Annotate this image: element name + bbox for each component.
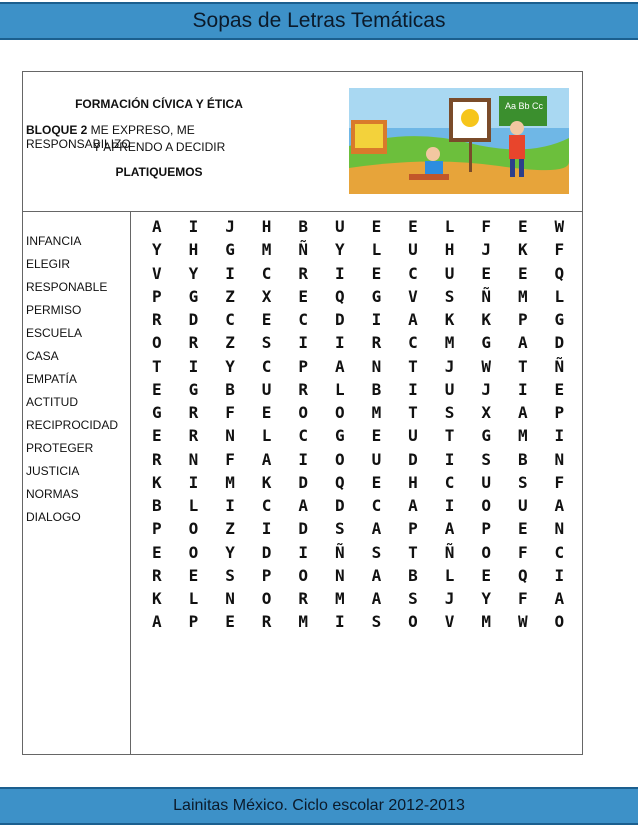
grid-row: [143, 308, 582, 331]
grid-letter[interactable]: N: [188, 449, 199, 469]
grid-letter[interactable]: I: [298, 542, 309, 562]
grid-letter[interactable]: Y: [152, 240, 162, 260]
grid-letter[interactable]: B: [152, 496, 162, 515]
illustration-badge: Aa Bb Cc: [505, 101, 544, 111]
grid-letter[interactable]: U: [444, 379, 455, 399]
grid-letter[interactable]: G: [225, 240, 235, 260]
grid-letter[interactable]: U: [444, 263, 455, 283]
grid-letter[interactable]: O: [554, 612, 565, 632]
grid-letter[interactable]: U: [334, 217, 345, 236]
grid-letter[interactable]: F: [481, 217, 491, 236]
grid-letter[interactable]: E: [188, 565, 199, 585]
grid-letter[interactable]: L: [188, 496, 199, 515]
grid-letter[interactable]: I: [298, 333, 309, 353]
grid-letter[interactable]: O: [298, 403, 309, 422]
grid-letter[interactable]: C: [444, 472, 455, 492]
grid-letter[interactable]: G: [188, 379, 199, 399]
grid-letter[interactable]: E: [517, 217, 528, 236]
grid-row: [143, 378, 582, 401]
grid-letter[interactable]: T: [444, 426, 455, 446]
grid-row: [143, 401, 582, 424]
grid-letter[interactable]: V: [152, 263, 162, 283]
grid-letter[interactable]: C: [554, 542, 565, 562]
grid-letter[interactable]: G: [188, 286, 199, 306]
grid-letter[interactable]: S: [481, 449, 491, 469]
grid-letter[interactable]: M: [481, 612, 491, 632]
grid-row: [143, 471, 582, 494]
grid-row: [143, 564, 582, 587]
grid-letter[interactable]: P: [188, 612, 199, 632]
word-item: NORMAS: [26, 487, 79, 501]
grid-letter[interactable]: K: [517, 240, 528, 260]
grid-letter[interactable]: C: [371, 496, 382, 515]
grid-letter[interactable]: Q: [517, 565, 528, 585]
grid-letter[interactable]: M: [298, 612, 309, 632]
grid-letter[interactable]: V: [408, 286, 418, 306]
grid-letter[interactable]: P: [261, 565, 272, 585]
grid-letter[interactable]: M: [334, 589, 345, 608]
worksheet-frame: [22, 71, 583, 755]
grid-row: [143, 494, 582, 517]
grid-letter[interactable]: H: [261, 217, 272, 236]
grid-letter[interactable]: O: [261, 589, 272, 608]
grid-letter[interactable]: M: [444, 333, 455, 353]
grid-letter[interactable]: T: [152, 356, 162, 376]
grid-letter[interactable]: K: [481, 310, 491, 329]
grid-letter[interactable]: C: [298, 426, 309, 446]
grid-letter[interactable]: U: [261, 379, 272, 399]
grid-letter[interactable]: D: [188, 310, 199, 329]
word-item: ELEGIR: [26, 257, 71, 271]
grid-letter[interactable]: Ñ: [298, 240, 309, 260]
grid-letter[interactable]: I: [188, 356, 199, 376]
section-subtitle: PLATIQUEMOS: [115, 165, 203, 179]
grid-letter[interactable]: I: [334, 263, 345, 283]
grid-letter[interactable]: E: [481, 263, 491, 283]
grid-letter[interactable]: G: [481, 333, 491, 353]
grid-letter[interactable]: Z: [225, 333, 235, 353]
grid-letter[interactable]: R: [261, 612, 272, 632]
grid-letter[interactable]: A: [408, 496, 418, 515]
grid-letter[interactable]: O: [188, 519, 199, 539]
grid-letter[interactable]: D: [298, 472, 309, 492]
grid-letter[interactable]: H: [188, 240, 199, 260]
letter-grid: [143, 215, 582, 634]
grid-letter[interactable]: Y: [334, 240, 345, 260]
grid-letter[interactable]: I: [261, 519, 272, 539]
word-item: ESCUELA: [26, 326, 83, 340]
grid-letter[interactable]: E: [554, 379, 565, 399]
grid-letter[interactable]: U: [408, 240, 418, 260]
grid-letter[interactable]: M: [517, 286, 528, 306]
grid-letter[interactable]: D: [261, 542, 272, 562]
grid-letter[interactable]: I: [444, 496, 455, 515]
grid-letter[interactable]: E: [152, 379, 162, 399]
grid-letter[interactable]: B: [298, 217, 309, 236]
grid-letter[interactable]: V: [444, 612, 455, 632]
grid-letter[interactable]: I: [408, 379, 418, 399]
grid-letter[interactable]: P: [152, 519, 162, 539]
grid-letter[interactable]: B: [225, 379, 235, 399]
grid-letter[interactable]: A: [444, 519, 455, 539]
grid-row: [143, 424, 582, 447]
grid-letter[interactable]: U: [371, 449, 382, 469]
grid-letter[interactable]: L: [554, 286, 565, 306]
grid-letter[interactable]: L: [334, 379, 345, 399]
grid-letter[interactable]: N: [371, 356, 382, 376]
grid-letter[interactable]: C: [225, 310, 235, 329]
grid-letter[interactable]: A: [371, 589, 382, 608]
grid-letter[interactable]: Y: [188, 263, 199, 283]
grid-letter[interactable]: R: [371, 333, 382, 353]
grid-letter[interactable]: E: [152, 426, 162, 446]
grid-letter[interactable]: M: [225, 472, 235, 492]
word-item: ACTITUD: [26, 395, 78, 409]
classroom-illustration: [349, 88, 569, 194]
grid-letter[interactable]: P: [408, 519, 418, 539]
grid-letter[interactable]: A: [408, 310, 418, 329]
grid-letter[interactable]: I: [517, 379, 528, 399]
grid-letter[interactable]: R: [188, 426, 199, 446]
grid-letter[interactable]: J: [481, 379, 491, 399]
grid-letter[interactable]: J: [444, 356, 455, 376]
header-divider: [23, 211, 582, 212]
grid-letter[interactable]: Y: [225, 356, 235, 376]
grid-letter[interactable]: O: [298, 565, 309, 585]
grid-letter[interactable]: X: [481, 403, 491, 422]
grid-letter[interactable]: A: [554, 589, 565, 608]
grid-letter[interactable]: E: [371, 426, 382, 446]
grid-letter[interactable]: A: [517, 333, 528, 353]
grid-letter[interactable]: G: [371, 286, 382, 306]
grid-letter[interactable]: L: [188, 589, 199, 608]
grid-letter[interactable]: Y: [481, 589, 491, 608]
grid-letter[interactable]: T: [408, 403, 418, 422]
grid-letter[interactable]: S: [517, 472, 528, 492]
grid-letter[interactable]: G: [554, 310, 565, 329]
grid-letter[interactable]: C: [261, 496, 272, 515]
grid-letter[interactable]: A: [334, 356, 345, 376]
grid-letter[interactable]: E: [371, 472, 382, 492]
word-item: DIALOGO: [26, 510, 81, 524]
block-text-1: ME EXPRESO, ME RESPONSABILIZO: [26, 123, 195, 151]
grid-letter[interactable]: T: [517, 356, 528, 376]
column-divider: [130, 212, 131, 755]
grid-letter[interactable]: S: [225, 565, 235, 585]
grid-letter[interactable]: N: [225, 589, 235, 608]
grid-letter[interactable]: S: [444, 286, 455, 306]
grid-letter[interactable]: I: [225, 496, 235, 515]
grid-letter[interactable]: A: [371, 565, 382, 585]
grid-letter[interactable]: F: [225, 403, 235, 422]
grid-letter[interactable]: U: [408, 426, 418, 446]
grid-letter[interactable]: R: [298, 263, 309, 283]
grid-letter[interactable]: Ñ: [334, 542, 345, 562]
grid-letter[interactable]: B: [408, 565, 418, 585]
grid-letter[interactable]: M: [371, 403, 382, 422]
grid-letter[interactable]: E: [481, 565, 491, 585]
grid-letter[interactable]: C: [408, 263, 418, 283]
grid-letter[interactable]: I: [334, 612, 345, 632]
grid-letter[interactable]: C: [261, 263, 272, 283]
grid-letter[interactable]: P: [554, 403, 565, 422]
grid-row: [143, 355, 582, 378]
subject-title: FORMACIÓN CÍVICA Y ÉTICA: [75, 97, 243, 111]
grid-letter[interactable]: T: [408, 542, 418, 562]
grid-letter[interactable]: I: [188, 217, 199, 236]
grid-row: [143, 587, 582, 610]
grid-letter[interactable]: A: [152, 217, 162, 236]
grid-letter[interactable]: W: [481, 356, 491, 376]
grid-letter[interactable]: R: [152, 565, 162, 585]
grid-letter[interactable]: E: [371, 217, 382, 236]
grid-letter[interactable]: J: [225, 217, 235, 236]
grid-letter[interactable]: I: [371, 310, 382, 329]
grid-letter[interactable]: F: [554, 240, 565, 260]
grid-letter[interactable]: I: [554, 565, 565, 585]
grid-letter[interactable]: K: [152, 589, 162, 608]
grid-letter[interactable]: S: [371, 612, 382, 632]
grid-letter[interactable]: Ñ: [444, 542, 455, 562]
grid-row: [143, 610, 582, 633]
grid-letter[interactable]: E: [152, 542, 162, 562]
grid-letter[interactable]: W: [554, 217, 565, 236]
grid-letter[interactable]: N: [554, 519, 565, 539]
grid-letter[interactable]: F: [517, 542, 528, 562]
grid-letter[interactable]: A: [371, 519, 382, 539]
grid-letter[interactable]: Z: [225, 519, 235, 539]
grid-letter[interactable]: U: [481, 472, 491, 492]
grid-letter[interactable]: P: [152, 286, 162, 306]
grid-row: [143, 262, 582, 285]
grid-letter[interactable]: I: [225, 263, 235, 283]
grid-row: [143, 448, 582, 471]
grid-letter[interactable]: Q: [334, 286, 345, 306]
grid-letter[interactable]: O: [334, 449, 345, 469]
grid-letter[interactable]: R: [188, 333, 199, 353]
grid-letter[interactable]: H: [444, 240, 455, 260]
grid-letter[interactable]: A: [261, 449, 272, 469]
grid-letter[interactable]: L: [444, 217, 455, 236]
grid-letter[interactable]: S: [444, 403, 455, 422]
grid-letter[interactable]: Q: [334, 472, 345, 492]
grid-letter[interactable]: S: [261, 333, 272, 353]
block-text-2: Y APRENDO A DECIDIR: [92, 140, 226, 154]
word-item: RECIPROCIDAD: [26, 418, 119, 432]
grid-letter[interactable]: E: [517, 263, 528, 283]
grid-row: [143, 517, 582, 540]
grid-letter[interactable]: L: [371, 240, 382, 260]
grid-letter[interactable]: E: [225, 612, 235, 632]
grid-letter[interactable]: C: [261, 356, 272, 376]
grid-letter[interactable]: L: [444, 565, 455, 585]
grid-letter[interactable]: D: [334, 310, 345, 329]
grid-letter[interactable]: O: [152, 333, 162, 353]
word-item: PERMISO: [26, 303, 82, 317]
grid-letter[interactable]: J: [444, 589, 455, 608]
grid-letter[interactable]: W: [517, 612, 528, 632]
grid-letter[interactable]: H: [408, 472, 418, 492]
word-list: [26, 234, 118, 533]
grid-letter[interactable]: G: [334, 426, 345, 446]
grid-row: [143, 238, 582, 261]
grid-letter[interactable]: P: [298, 356, 309, 376]
grid-row: [143, 541, 582, 564]
grid-letter[interactable]: X: [261, 286, 272, 306]
grid-row: [143, 215, 582, 238]
word-item: PROTEGER: [26, 441, 94, 455]
grid-letter[interactable]: I: [298, 449, 309, 469]
grid-letter[interactable]: R: [188, 403, 199, 422]
grid-row: [143, 285, 582, 308]
grid-letter[interactable]: Ñ: [481, 286, 491, 306]
grid-letter[interactable]: Ñ: [554, 356, 565, 376]
grid-letter[interactable]: E: [261, 403, 272, 422]
grid-letter[interactable]: A: [298, 496, 309, 515]
grid-letter[interactable]: P: [481, 519, 491, 539]
footer-credit: Lainitas México. Ciclo escolar 2012-2013: [0, 787, 638, 825]
grid-letter[interactable]: S: [334, 519, 345, 539]
grid-letter[interactable]: F: [225, 449, 235, 469]
grid-letter[interactable]: G: [152, 403, 162, 422]
grid-letter[interactable]: O: [188, 542, 199, 562]
grid-letter[interactable]: I: [334, 333, 345, 353]
grid-letter[interactable]: B: [517, 449, 528, 469]
grid-letter[interactable]: M: [261, 240, 272, 260]
grid-letter[interactable]: A: [554, 496, 565, 515]
grid-letter[interactable]: K: [444, 310, 455, 329]
grid-letter[interactable]: Z: [225, 286, 235, 306]
grid-letter[interactable]: N: [554, 449, 565, 469]
word-item: CASA: [26, 349, 59, 363]
page-title: Sopas de Letras Temáticas: [0, 2, 638, 40]
grid-letter[interactable]: D: [334, 496, 345, 515]
grid-letter[interactable]: R: [298, 379, 309, 399]
grid-letter[interactable]: T: [408, 356, 418, 376]
grid-letter[interactable]: A: [152, 612, 162, 632]
grid-letter[interactable]: R: [298, 589, 309, 608]
grid-letter[interactable]: M: [517, 426, 528, 446]
grid-letter[interactable]: O: [481, 542, 491, 562]
grid-letter[interactable]: E: [517, 519, 528, 539]
grid-letter[interactable]: J: [481, 240, 491, 260]
grid-letter[interactable]: F: [517, 589, 528, 608]
grid-letter[interactable]: G: [481, 426, 491, 446]
grid-row: [143, 331, 582, 354]
grid-letter[interactable]: D: [554, 333, 565, 353]
grid-letter[interactable]: R: [152, 449, 162, 469]
grid-letter[interactable]: E: [298, 286, 309, 306]
grid-letter[interactable]: K: [261, 472, 272, 492]
word-item: JUSTICIA: [26, 464, 80, 478]
grid-letter[interactable]: O: [481, 496, 491, 515]
word-item: EMPATÍA: [26, 372, 77, 386]
grid-letter[interactable]: I: [444, 449, 455, 469]
block-label: BLOQUE 2: [26, 123, 88, 137]
grid-letter[interactable]: B: [371, 379, 382, 399]
grid-letter[interactable]: E: [261, 310, 272, 329]
grid-letter[interactable]: D: [408, 449, 418, 469]
word-item: INFANCIA: [26, 234, 82, 248]
grid-letter[interactable]: I: [554, 426, 565, 446]
grid-letter[interactable]: E: [408, 217, 418, 236]
grid-letter[interactable]: N: [225, 426, 235, 446]
grid-letter[interactable]: S: [408, 589, 418, 608]
grid-letter[interactable]: U: [517, 496, 528, 515]
grid-letter[interactable]: A: [517, 403, 528, 422]
grid-letter[interactable]: K: [152, 472, 162, 492]
word-item: RESPONABLE: [26, 280, 108, 294]
grid-letter[interactable]: O: [408, 612, 418, 632]
grid-letter[interactable]: Y: [225, 542, 235, 562]
grid-letter[interactable]: O: [334, 403, 345, 422]
grid-letter[interactable]: N: [334, 565, 345, 585]
grid-letter[interactable]: F: [554, 472, 565, 492]
grid-letter[interactable]: E: [371, 263, 382, 283]
grid-letter[interactable]: I: [188, 472, 199, 492]
grid-letter[interactable]: C: [298, 310, 309, 329]
grid-letter[interactable]: P: [517, 310, 528, 329]
grid-letter[interactable]: Q: [554, 263, 565, 283]
grid-letter[interactable]: S: [371, 542, 382, 562]
grid-letter[interactable]: R: [152, 310, 162, 329]
grid-letter[interactable]: C: [408, 333, 418, 353]
grid-letter[interactable]: L: [261, 426, 272, 446]
grid-letter[interactable]: D: [298, 519, 309, 539]
